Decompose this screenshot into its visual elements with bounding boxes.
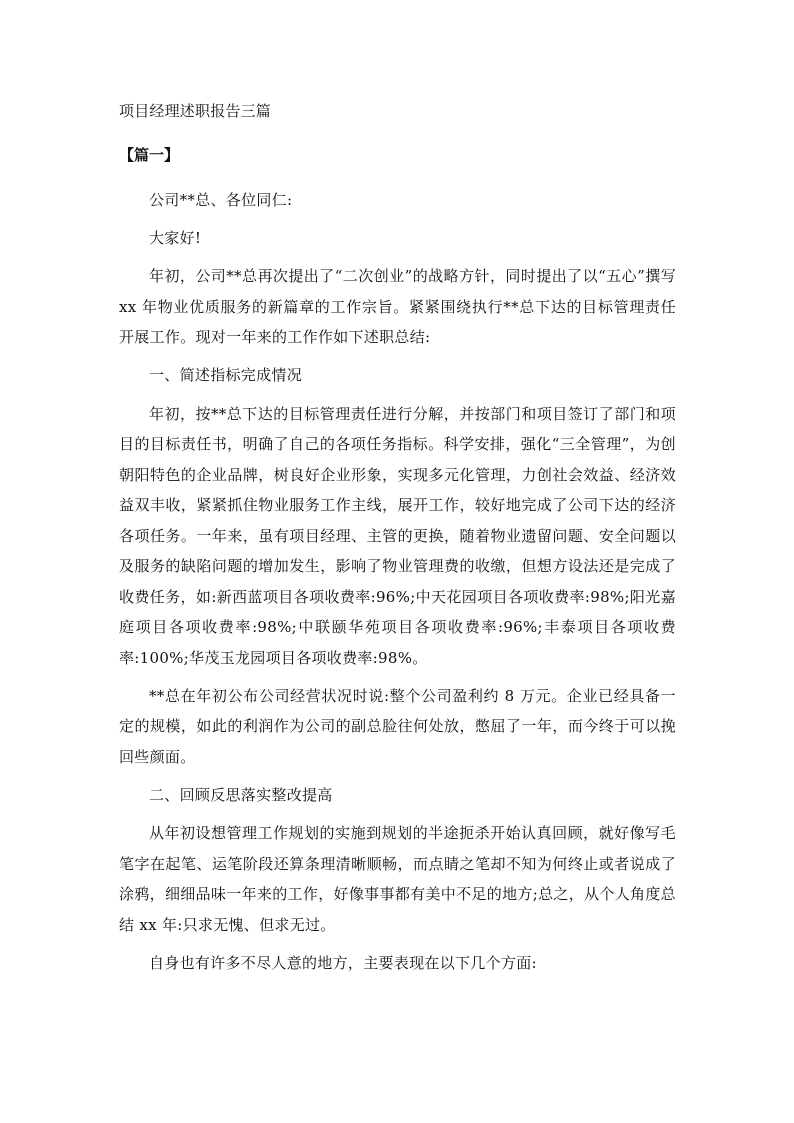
intro-paragraph: 年初，公司**总再次提出了“二次创业”的战略方针，同时提出了以“五心”撰写 xx 年物业优质服务的新篇章的工作宗旨。紧紧围绕执行**总下达的目标管理责任开展工作。现对一年来的工作作如下述职总结: (119, 267, 676, 346)
subheading-1: 一、简述指标完成情况 (149, 366, 303, 384)
subheading-2: 二、回顾反思落实整改提高 (149, 785, 333, 804)
document-body (119, 185, 676, 986)
greeting-paragraph: 大家好! (149, 229, 202, 247)
salutation-paragraph: 公司**总、各位同仁: (149, 191, 293, 209)
document-title: 项目经理述职报告三篇 (119, 102, 272, 120)
indicator-paragraph: 年初，按**总下达的目标管理责任进行分解，并按部门和项目签订了部门和项目的目标责任书，明确了自己的各项任务指标。科学安排，强化“三全管理”，为创朝阳特色的企业品牌，树良好企业形象，实现多元化管理，力创社会效益、经济效益双丰收，紧紧抓住物业服务工作主线，展开工作，较好地完成了公司下达的经济各项任务。一年来，虽有项目经理、主管的更换，随着物业遗留问题、安全问题以及服务的缺陷问题的增加发生，影响了物业管理费的收缴，但想方设法还是完成了收费任务，如:新西蓝项目各项收费率:96%;中天花园项目各项收费率:98%;阳光嘉庭项目各项收费率:98%;中联颐华苑项目各项收费率:96%;丰泰项目各项收费率:100%;华茂玉龙园项目各项收费率:98%。 (119, 404, 676, 667)
shortcomings-paragraph: 自身也有许多不尽人意的地方，主要表现在以下几个方面: (149, 953, 537, 972)
review-paragraph: 从年初设想管理工作规划的实施到规划的半途扼杀开始认真回顾，就好像写毛笔字在起笔、运笔阶段还算条理清晰顺畅，而点睛之笔却不知为何终止或者说成了涂鸦，细细品味一年来的工作，好像事事都有美中不足的地方;总之，从个人角度总结 xx 年:只求无愧、但求无过。 (119, 824, 676, 934)
profit-paragraph: **总在年初公布公司经营状况时说:整个公司盈利约 8 万元。企业已经具备一定的规模，如此的利润作为公司的副总脸往何处放，憋屈了一年，而今终于可以挽回些颜面。 (119, 686, 676, 766)
section-heading: 【篇一】 (119, 146, 180, 164)
